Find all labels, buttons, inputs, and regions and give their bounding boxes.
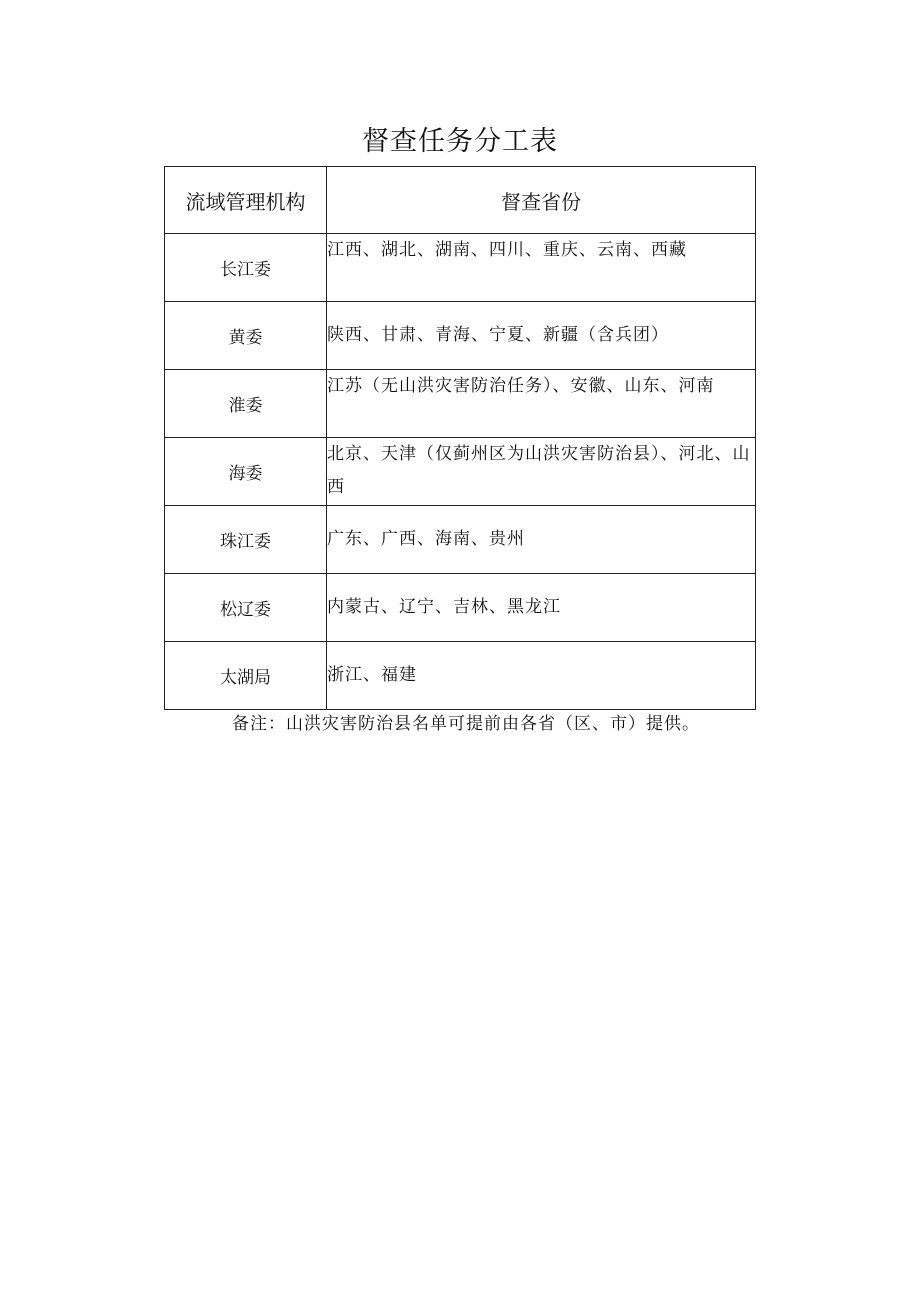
provinces-cell: 内蒙古、辽宁、吉林、黑龙江 <box>327 574 756 642</box>
provinces-cell: 江苏（无山洪灾害防治任务）、安徽、山东、河南 <box>327 370 756 438</box>
table-row <box>165 642 756 710</box>
table-row <box>165 438 756 506</box>
header-org: 流域管理机构 <box>165 167 327 234</box>
table-row <box>165 506 756 574</box>
header-provinces: 督查省份 <box>327 167 756 234</box>
footnote: 备注：山洪灾害防治县名单可提前由各省（区、市）提供。 <box>232 714 700 734</box>
table-row <box>165 234 756 302</box>
provinces-cell: 浙江、福建 <box>327 642 756 710</box>
table-row <box>165 370 756 438</box>
provinces-cell: 陕西、甘肃、青海、宁夏、新疆（含兵团） <box>327 302 756 370</box>
org-cell: 海委 <box>165 438 327 506</box>
provinces-cell: 北京、天津（仅蓟州区为山洪灾害防治县）、河北、山西 <box>327 438 756 506</box>
org-cell: 太湖局 <box>165 642 327 710</box>
provinces-cell: 广东、广西、海南、贵州 <box>327 506 756 574</box>
task-assignment-table <box>164 166 756 710</box>
table-header-row <box>165 167 756 234</box>
org-cell: 淮委 <box>165 370 327 438</box>
provinces-cell: 江西、湖北、湖南、四川、重庆、云南、西藏 <box>327 234 756 302</box>
document-title: 督查任务分工表 <box>362 126 558 157</box>
org-cell: 黄委 <box>165 302 327 370</box>
table-row <box>165 302 756 370</box>
org-cell: 松辽委 <box>165 574 327 642</box>
table-row <box>165 574 756 642</box>
org-cell: 长江委 <box>165 234 327 302</box>
org-cell: 珠江委 <box>165 506 327 574</box>
